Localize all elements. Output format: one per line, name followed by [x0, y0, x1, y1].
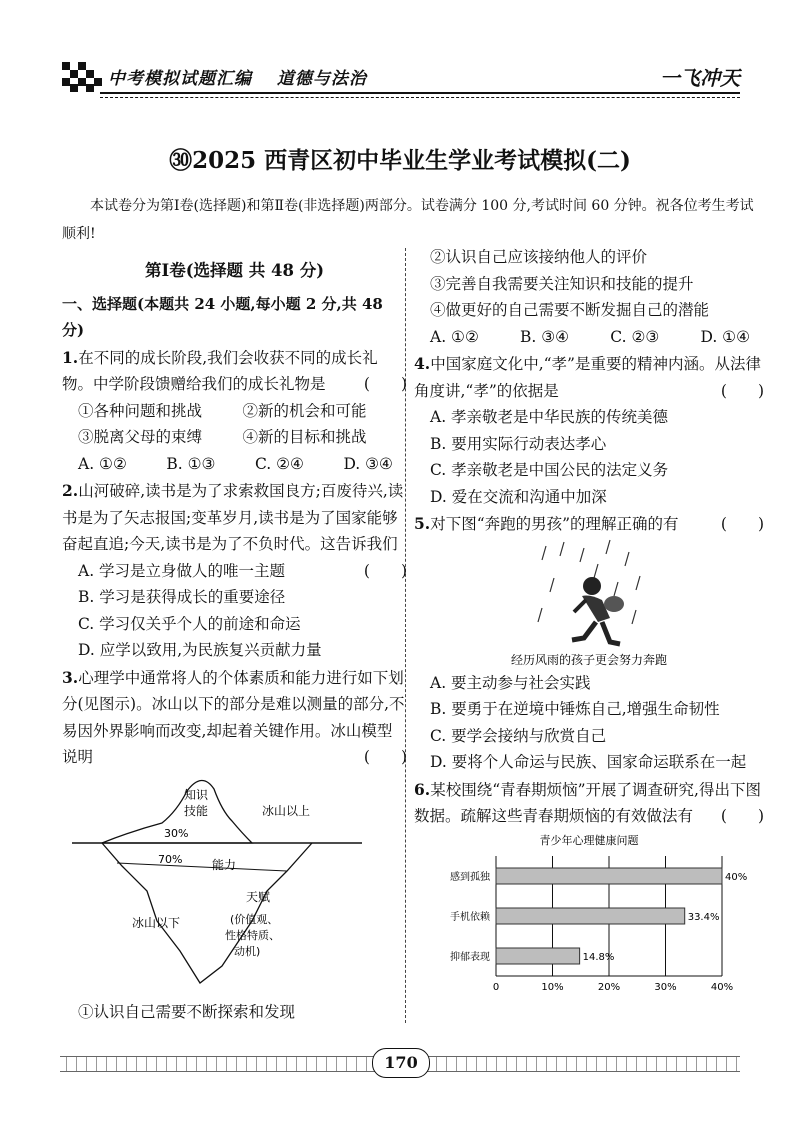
choice: D. 要将个人命运与民族、国家命运联系在一起	[430, 753, 747, 771]
x-tick-label: 40%	[710, 981, 734, 990]
choice: C. 学习仅关乎个人的前途和命运	[78, 614, 301, 633]
question-stem: 心理学中通常将人的个体素质和能力进行如下划分(见图示)。冰山以下的部分是难以测量的部分,不易因外界影响而改变,却起着关键作用。冰山模型说明	[62, 668, 405, 766]
category-label: 抑郁表现	[450, 951, 490, 963]
question-number: 4.	[414, 354, 431, 373]
header-series: 中考模拟试题汇编	[108, 69, 252, 89]
bar	[496, 868, 722, 884]
question-number: 5.	[414, 514, 431, 533]
answer-paren: ( )	[720, 381, 764, 400]
statement: ①认识自己需要不断探索和发现	[78, 1003, 296, 1021]
section-heading: 第Ⅰ卷(选择题 共 48 分)	[144, 261, 325, 280]
question-stem: 在不同的成长阶段,我们会收获不同的成长礼物。中学阶段馈赠给我们的成长礼物是	[62, 348, 378, 393]
label-below-pct: 70%	[158, 852, 183, 866]
part-heading: 一、选择题(本题共 24 小题,每小题 2 分,共 48 分)	[62, 294, 383, 339]
question-number: 1.	[62, 347, 79, 367]
answer-paren: ( )	[363, 561, 407, 580]
x-tick-label: 0	[492, 981, 500, 990]
statement: ②认识自己应该接纳他人的评价	[430, 248, 648, 266]
question-number: 3.	[62, 667, 79, 687]
statement: ①各种问题和挑战	[78, 401, 203, 420]
header-checker-decoration	[62, 62, 102, 92]
label-skills: 技能	[184, 803, 209, 818]
question-6	[414, 777, 764, 999]
header-brand-logo: 一飞冲天	[660, 66, 740, 90]
label-below: 冰山以下	[132, 915, 181, 930]
label-traits-3: 动机)	[234, 944, 261, 958]
answer-paren: ( )	[720, 807, 764, 825]
iceberg-diagram	[62, 771, 402, 991]
data-label: 40%	[725, 871, 748, 883]
x-tick-label: 30%	[654, 981, 677, 990]
answer-paren: ( )	[363, 748, 407, 766]
choice: B. ①③	[166, 454, 216, 473]
label-tip-pct: 30%	[164, 826, 189, 840]
choice: C. ②③	[610, 327, 660, 346]
question-4	[414, 351, 764, 510]
question-stem: 对下图“奔跑的男孩”的理解正确的有	[430, 515, 679, 533]
choice: D. ①④	[700, 327, 750, 346]
data-label: 14.8%	[582, 951, 615, 963]
question-stem: 山河破碎,读书是为了求索救国良方;百废待兴,读书是为了矢志报国;变革岁月,读书是为了国家能够奋起直追;今天,读书是为了不负时代。这告诉我们	[62, 482, 404, 553]
statement: ④做更好的自己需要不断发掘自己的潜能	[430, 301, 710, 319]
answer-paren: ( )	[720, 515, 764, 533]
choice: C. ②④	[254, 454, 304, 473]
question-stem: 中国家庭文化中,“孝”是重要的精神内涵。从法律角度讲,“孝”的依据是	[414, 355, 761, 400]
label-above: 冰山以上	[262, 803, 311, 818]
figure-caption: 经历风雨的孩子更会努力奔跑	[510, 652, 668, 667]
choice: A. 要主动参与社会实践	[430, 673, 591, 692]
statement: ③完善自我需要关注知识和技能的提升	[430, 274, 694, 293]
choice: B. ③④	[520, 327, 570, 346]
header-rule	[100, 92, 740, 94]
data-label: 33.4%	[687, 911, 720, 923]
choice: D. 爱在交流和沟通中加深	[430, 487, 607, 506]
label-talent: 天赋	[246, 889, 271, 904]
question-3	[62, 665, 407, 1026]
label-traits-2: 性格特质、	[225, 928, 280, 942]
choice: C. 要学会接纳与欣赏自己	[430, 726, 607, 745]
header-title	[108, 64, 385, 89]
statement: ④新的目标和挑战	[242, 428, 367, 446]
chart-title: 青少年心理健康问题	[539, 833, 639, 847]
question-stem: 某校围绕“青春期烦恼”开展了调查研究,得出下图数据。疏解这些青春期烦恼的有效做法有	[414, 780, 761, 825]
answer-paren: ( )	[363, 375, 407, 393]
choice: A. 学习是立身做人的唯一主题	[78, 561, 286, 580]
iceberg-figure	[62, 771, 407, 1000]
label-ability: 能力	[212, 857, 237, 872]
page-footer	[0, 1048, 800, 1078]
left-column	[62, 258, 407, 1026]
question-number: 2.	[62, 481, 79, 500]
label-traits-1: (价值观、	[230, 912, 279, 926]
statement: ②新的机会和可能	[242, 401, 367, 420]
page-number: 170	[372, 1048, 430, 1078]
ability-line	[117, 863, 287, 871]
header-rule-dashed	[100, 97, 740, 98]
bar	[496, 908, 685, 924]
choice: B. 学习是获得成长的重要途径	[78, 588, 286, 606]
choice: A. 孝亲敬老是中华民族的传统美德	[430, 408, 669, 426]
category-label: 感到孤独	[450, 871, 490, 883]
bar-chart	[414, 830, 764, 999]
right-column	[414, 244, 764, 998]
page-title: ㉚2025 西青区初中毕业生学业考试模拟(二)	[169, 147, 631, 174]
choice: D. 应学以致用,为民族复兴贡献力量	[78, 641, 322, 659]
statement: ③脱离父母的束缚	[78, 428, 203, 446]
question-number: 6.	[414, 779, 431, 799]
question-1	[62, 345, 407, 478]
choice: A. ①②	[78, 454, 127, 473]
label-knowledge: 知识	[184, 787, 209, 802]
bar-chart-svg	[414, 830, 764, 990]
question-2	[62, 478, 407, 664]
choice: C. 孝亲敬老是中国公民的法定义务	[430, 461, 669, 479]
choice: B. 要用实际行动表达孝心	[430, 434, 607, 453]
bar	[496, 948, 580, 964]
header-subject: 道德与法治	[276, 69, 367, 89]
running-boy-figure	[414, 538, 764, 670]
running-boy-illustration	[414, 538, 764, 670]
question-5	[414, 511, 764, 776]
choice: D. ③④	[343, 454, 393, 473]
choice: A. ①②	[430, 327, 479, 346]
exam-intro: 本试卷分为第Ⅰ卷(选择题)和第Ⅱ卷(非选择题)两部分。试卷满分 100 分,考试时间 60 分钟。祝各位考生考试顺利!	[62, 198, 754, 242]
x-tick-label: 10%	[541, 981, 564, 990]
choice: B. 要勇于在逆境中锤炼自己,增强生命韧性	[430, 700, 720, 718]
category-label: 手机依赖	[450, 911, 490, 923]
x-tick-label: 20%	[597, 981, 621, 990]
